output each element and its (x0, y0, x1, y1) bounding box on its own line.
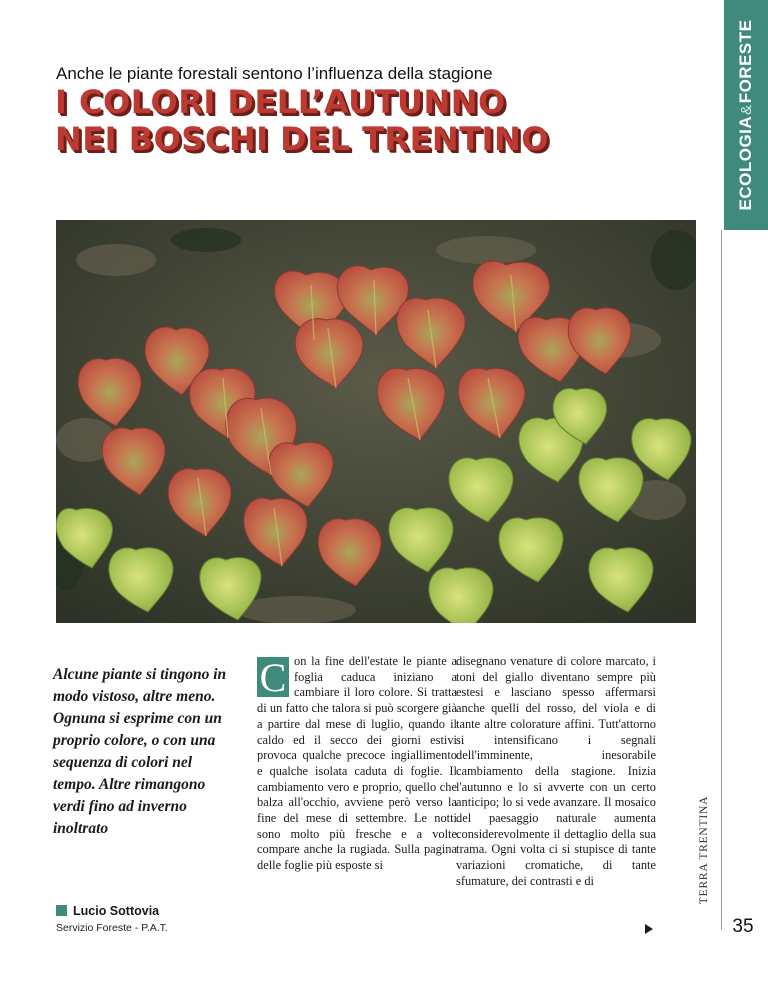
body-column-2 (456, 654, 656, 890)
drop-cap: C (257, 657, 289, 697)
section-tab (724, 0, 768, 230)
autumn-leaves-photo (56, 220, 696, 623)
photo-caption: Alcune piante si tingono in modo vistoso, altre meno. Ognuna si esprime con un proprio colore, o con una sequenza di colori nel tempo. Altre rimangono verdi fino ad inverno inoltrato (53, 666, 227, 837)
author-name: Lucio Sottovia (73, 904, 160, 918)
author-block (56, 904, 159, 918)
continue-arrow-icon (645, 924, 653, 934)
body-column-1 (257, 654, 457, 874)
section-tab-part2: FORESTE (736, 19, 755, 104)
page-number: 35 (732, 916, 754, 937)
body-text-1: on la fine dell'estate le piante a foglia caduca iniziano a cambiare il loro colore. Si tratta di un fatto che talora si può scorgere già a partire dal mese di luglio, quando il caldo ed il secco dei giorni estivi provoca qualche precoce ingiallimento e qualche isolata caduta di foglie. Il cambiamento vero e proprio, quello che balza all'occhio, avviene però verso la fine del mese di settembre. Le notti sono molto più fresche e a volte compare anche la rugiada. Sulla pagina delle foglie più esposte si (257, 654, 457, 873)
title-line-2: NEI BOSCHI DEL TRENTINO (55, 120, 549, 158)
section-tab-part1: ECOLOGIA (736, 115, 755, 211)
author-marker-icon (56, 905, 67, 916)
body-text-2: disegnano venature di colore marcato, i toni del giallo diventano sempre più estesi e lasciano spesso affermarsi anche quelli del rosso, del viola e di tante altre colorature affini. Tutt'attorno si intensificano i segnali dell'imminente, inesorabile cambiamento della stagione. Inizia l'autunno e lo si avverte con un certo anticipo; lo si vede avanzare. Il mosaico del paesaggio naturale aumenta considerevolmente il dettaglio della sua trama. Ogni volta ci si stupisce di tante variazioni cromatiche, di tante sfumature, dei contrasti e di (456, 654, 656, 888)
author-affiliation: Servizio Foreste - P.A.T. (56, 922, 168, 934)
title-line-1: I COLORI DELL’AUTUNNO (55, 83, 506, 121)
article-kicker: Anche le piante forestali sentono l’influenza della stagione (56, 64, 493, 83)
article-title (55, 84, 549, 158)
section-tab-label (736, 20, 756, 211)
magazine-name: TERRA TRENTINA (698, 795, 710, 905)
vertical-divider (721, 230, 722, 930)
section-tab-ampersand: & (738, 104, 755, 115)
